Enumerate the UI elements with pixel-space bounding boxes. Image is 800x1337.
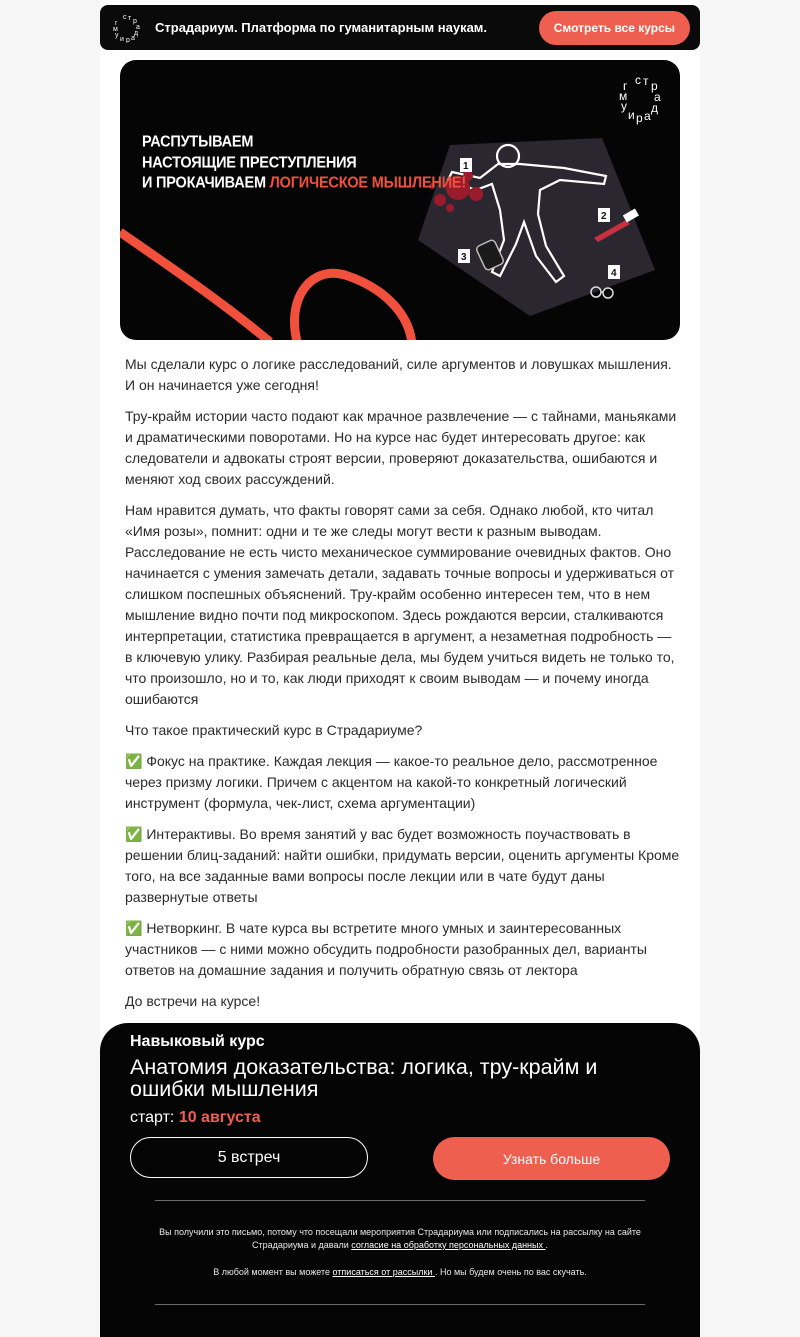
- svg-text:р: р: [133, 17, 137, 25]
- svg-text:т: т: [128, 14, 132, 22]
- marker-label-2: 2: [601, 211, 607, 222]
- legal-consent: [155, 1226, 645, 1252]
- meetings-badge: 5 встреч: [130, 1137, 368, 1178]
- paragraph-intro: Мы сделали курс о логике расследований, силе аргументов и ловушках мышления. И он начинается уже сегодня!: [125, 356, 672, 393]
- course-start-date: 10 августа: [178, 1109, 261, 1126]
- svg-text:р: р: [651, 79, 658, 93]
- svg-text:д: д: [134, 29, 139, 37]
- svg-text:у: у: [115, 31, 119, 39]
- paragraph-closing: До встречи на курсе!: [125, 993, 261, 1009]
- marker-label-3: 3: [461, 252, 467, 263]
- divider-top: [155, 1200, 645, 1201]
- email-header: [100, 5, 700, 50]
- svg-text:т: т: [643, 74, 649, 88]
- unsubscribe-link[interactable]: отписаться от рассылки: [332, 1267, 435, 1277]
- legal-unsubscribe: [155, 1266, 645, 1279]
- svg-text:г: г: [623, 79, 628, 93]
- svg-text:и: и: [628, 108, 635, 122]
- svg-text:с: с: [635, 73, 641, 87]
- svg-text:м: м: [619, 89, 628, 103]
- svg-text:р: р: [636, 111, 643, 125]
- email-body: [125, 354, 680, 1022]
- svg-text:а: а: [644, 109, 651, 123]
- paragraph-interactives: ✅ Интерактивы. Во время занятий у вас будет возможность поучаствовать в решении блиц-заданий: найти ошибки, придумать версии, оценить аргументы Кроме того, на все заданные вами вопросы после лекции или в чате будут даны развернутые ответы: [125, 826, 680, 905]
- banner-illustration: [120, 60, 680, 340]
- svg-text:а: а: [654, 90, 661, 104]
- consent-link[interactable]: согласие на обработку персональных данных: [351, 1240, 546, 1250]
- all-courses-button[interactable]: Смотреть все курсы: [539, 11, 690, 45]
- paragraph-networking: ✅ Нетворкинг. В чате курса вы встретите много умных и заинтересованных участников — с ними можно обсудить подробности разобранных дел, варианты ответов на домашние задания и получить обратную связь от лектора: [125, 920, 647, 978]
- svg-text:м: м: [113, 25, 118, 33]
- banner-logo-icon: [619, 73, 661, 125]
- marker-label-4: 4: [611, 268, 617, 279]
- legal-text-1: Вы получили это письмо, потому что посещали мероприятия Страдариума или подписались на рассылку на сайте Страдариума и давали: [159, 1227, 641, 1250]
- svg-text:у: у: [621, 99, 627, 113]
- svg-text:и: и: [120, 35, 124, 43]
- paragraph-true-crime: Тру-крайм истории часто подают как мрачное развлечение — с тайнами, маньяками и драматическими поворотами. Но на курсе нас будет интересовать другое: как следователи и адвокаты строят версии, проверяют доказательства, ошибаются и меняют ход своих рассуждений.: [125, 408, 677, 487]
- red-ribbon-left: [120, 232, 270, 340]
- banner-line-3: [142, 174, 466, 194]
- course-start: [130, 1109, 261, 1127]
- course-title: Анатомия доказательства: логика, тру-крайм и ошибки мышления: [130, 1055, 598, 1101]
- svg-text:а: а: [136, 23, 140, 31]
- paragraph-facts: Нам нравится думать, что факты говорят сами за себя. Однако любой, кто читал «Имя розы», помнит: одни и те же следы могут вести к разным выводам. Расследование не есть чисто механическое суммирование очевидных фактов. Оно начинается с умения замечать детали, задавать точные вопросы и удерживаться от слишком поспешных объяснений. Тру-крайм особенно интересен тем, что в нем мышление видно почти под микроскопом. Здесь рождаются версии, сталкиваются интерпретации, статистика превращается в аргумент, а незаметная подробность — в ключевую улику. Разбирая реальные дела, мы будем учиться видеть не только то, что произошло, но и то, как люди приходят к своим выводам — и почему иногда ошибаются: [125, 502, 675, 707]
- svg-text:г: г: [115, 19, 118, 27]
- red-ribbon-loop: [295, 273, 412, 340]
- hero-banner: [120, 60, 680, 340]
- stradarium-logo-icon: [112, 13, 142, 43]
- legal-text-2: В любой момент вы можете: [213, 1267, 333, 1277]
- svg-text:р: р: [126, 36, 130, 43]
- learn-more-button[interactable]: Узнать больше: [433, 1137, 670, 1180]
- course-type: Навыковый курс: [130, 1033, 265, 1050]
- legal-text-1-end: .: [545, 1240, 549, 1250]
- svg-text:д: д: [651, 101, 659, 115]
- paragraph-practice: ✅ Фокус на практике. Каждая лекция — какое-то реальное дело, рассмотренное через призму логики. Причем с акцентом на какой-то конкретный логический инструмент (формула, чек-лист, схема аргументации): [125, 753, 658, 811]
- legal-text-2-end: . Но мы будем очень по вас скучать.: [434, 1267, 587, 1277]
- svg-text:а: а: [131, 34, 135, 42]
- banner-line-2: НАСТОЯЩИЕ ПРЕСТУПЛЕНИЯ: [142, 154, 357, 172]
- course-footer: [100, 1023, 700, 1337]
- banner-line-3-accent: ЛОГИЧЕСКОЕ МЫШЛЕНИЕ!: [269, 175, 467, 192]
- paragraph-question: Что такое практический курс в Страдариуме?: [125, 722, 423, 738]
- divider-bottom: [155, 1304, 645, 1305]
- svg-text:с: с: [123, 13, 127, 21]
- header-title: Страдариум. Платформа по гуманитарным наукам.: [155, 20, 488, 35]
- banner-headline: [142, 133, 466, 194]
- banner-line-3-prefix: И ПРОКАЧИВАЕМ: [142, 175, 270, 192]
- banner-line-1: РАСПУТЫВАЕМ: [142, 134, 254, 151]
- marker-label-1: 1: [463, 161, 469, 172]
- course-start-label: старт:: [130, 1109, 179, 1126]
